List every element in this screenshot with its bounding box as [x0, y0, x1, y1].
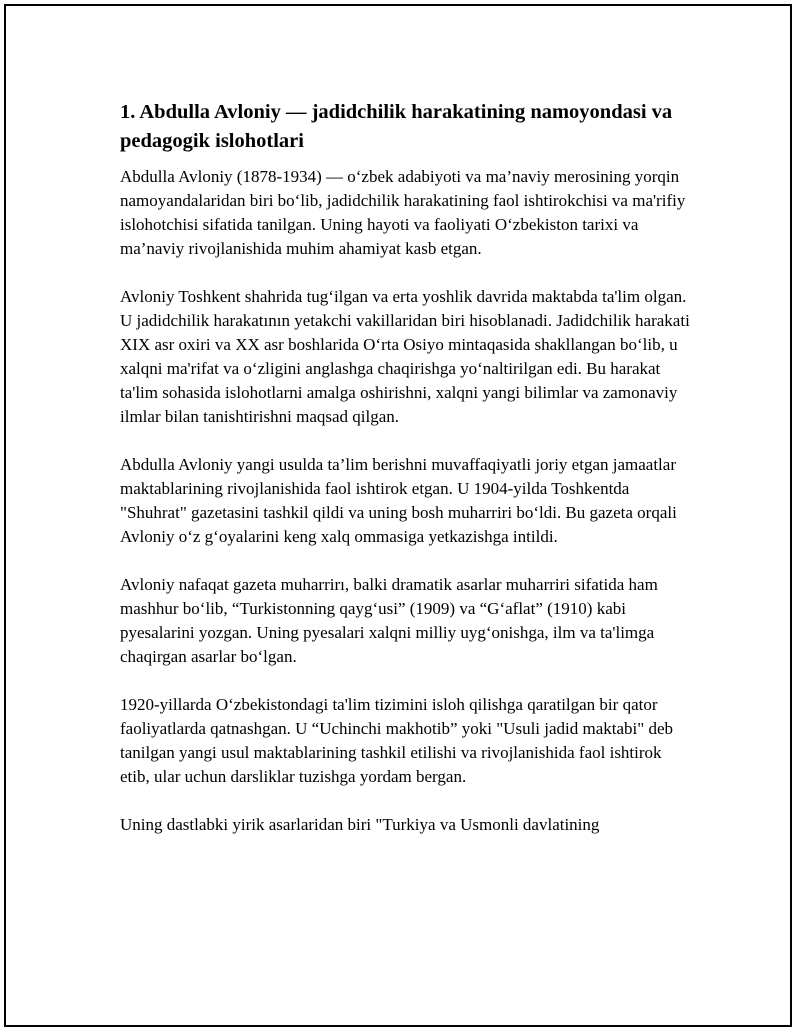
section-heading: 1. Abdulla Avloniy — jadidchilik harakatining namoyondasi va pedagogik islohotlari — [120, 101, 673, 152]
page-frame — [4, 4, 792, 1027]
paragraph-3: Abdulla Avloniy yangi usulda ta’lim berishni muvaffaqiyatli joriy etgan jamaatlar maktablarining rivojlanishida faol ishtirok etgan. U 1904-yilda Toshkentda "Shuhrat" gazetasini tashkil qildi va uning bosh muharriri bo‘ldi. Bu gazeta orqali Avloniy o‘z g‘oyalarini keng xalq ommasiga yetkazishga intildi. — [120, 455, 677, 546]
document-body — [120, 98, 695, 861]
paragraph-2: Avloniy Toshkent shahrida tug‘ilgan va erta yoshlik davrida maktabda ta'lim olgan. U jadidchilik harakatının yetakchi vakillaridan biri hisoblanadi. Jadidchilik harakati XIX asr oxiri va XX asr boshlarida O‘rta Osiyo mintaqasida shakllangan bo‘lib, u xalqni ma'rifat va o‘zligini anglashga chaqirishga yo‘naltirilgan edi. Bu harakat ta'lim sohasida islohotlarni amalga oshirishni, xalqni yangi bilimlar va zamonaviy ilmlar bilan tanishtirishni maqsad qilgan. — [120, 287, 690, 426]
paragraph-6: Uning dastlabki yirik asarlaridan biri "Turkiya va Usmonli davlatining — [120, 815, 600, 834]
paragraph-4: Avloniy nafaqat gazeta muharrirı, balki dramatik asarlar muharriri sifatida ham mashhur bo‘lib, “Turkistonning qayg‘usi” (1909) va “G‘aflat” (1910) kabi pyesalarini yozgan. Uning pyesalari xalqni milliy uyg‘onishga, ilm va ta'limga chaqirgan asarlar bo‘lgan. — [120, 575, 658, 666]
paragraph-5: 1920-yillarda O‘zbekistondagi ta'lim tizimini isloh qilishga qaratilgan bir qator faoliyatlarda qatnashgan. U “Uchinchi makhotib” yoki "Usuli jadid maktabi" deb tanilgan yangi usul maktablarining tashkil etilishi va rivojlanishida faol ishtirok etib, ular uchun darsliklar tuzishga yordam bergan. — [120, 695, 674, 786]
paragraph-1: Abdulla Avloniy (1878-1934) — o‘zbek adabiyoti va ma’naviy merosining yorqin namoyandalaridan biri bo‘lib, jadidchilik harakatining faol ishtirokchisi va ma'rifiy islohotchisi sifatida tanilgan. Uning hayoti va faoliyati O‘zbekiston tarixi va ma’naviy rivojlanishida muhim ahamiyat kasb etgan. — [120, 167, 686, 258]
